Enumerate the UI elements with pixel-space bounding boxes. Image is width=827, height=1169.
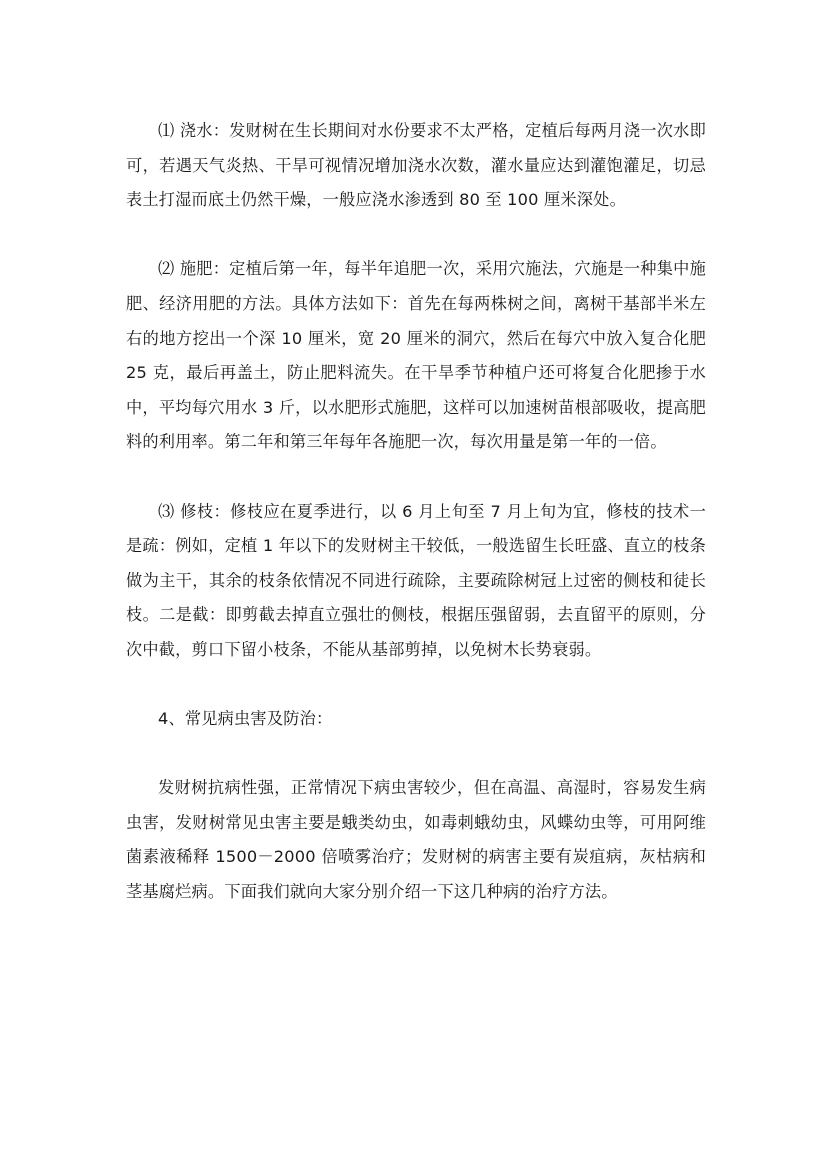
document-body (126, 114, 706, 910)
paragraph-spacer (126, 668, 706, 703)
paragraph-fertilizing: ⑵ 施肥：定植后第一年，每半年追肥一次，采用穴施法，穴施是一种集中施肥、经济用肥的方法。具体方法如下：首先在每两株树之间，离树干基部半米左右的地方挖出一个深 10 厘米，宽 20 厘米的洞穴，然后在每穴中放入复合化肥 25 克，最后再盖土，防止肥料流失。在干旱季节种植户还可将复合化肥掺于水中，平均每穴用水 3 斤，以水肥形式施肥，这样可以加速树苗根部吸收，提高肥料的利用率。第二年和第三年每年各施肥一次，每次用量是第一年的一倍。 (126, 259, 706, 452)
paragraph-watering: ⑴ 浇水：发财树在生长期间对水份要求不太严格，定植后每两月浇一次水即可，若遇天气炎热、干旱可视情况增加浇水次数，灌水量应达到灌饱灌足，切忌表土打湿而底土仍然干燥，一般应浇水渗透到 80 至 100 厘米深处。 (126, 121, 706, 210)
paragraph-spacer (126, 218, 706, 253)
section-heading-pests: 4、常见病虫害及防治： (158, 709, 333, 729)
paragraph-pests: 发财树抗病性强，正常情况下病虫害较少，但在高温、高湿时，容易发生病虫害，发财树常见虫害主要是蛾类幼虫，如毒刺蛾幼虫，风蝶幼虫等，可用阿维菌素液稀释 1500－2000 倍喷雾治疗；发财树的病害主要有炭疽病，灰枯病和茎基腐烂病。下面我们就向大家分别介绍一下这几种病的治疗方法。 (126, 778, 706, 902)
paragraph-spacer (126, 460, 706, 495)
paragraph-pruning: ⑶ 修枝：修枝应在夏季进行，以 6 月上旬至 7 月上旬为宜，修枝的技术一是疏：例如，定植 1 年以下的发财树主干较低，一般选留生长旺盛、直立的枝条做为主干，其余的枝条依情况不同进行疏除，主要疏除树冠上过密的侧枝和徒长枝。二是截：即剪截去掉直立强壮的侧枝，根据压强留弱，去直留平的原则，分次中截，剪口下留小枝条，不能从基部剪掉，以免树木长势衰弱。 (126, 501, 706, 659)
paragraph-spacer (126, 737, 706, 772)
